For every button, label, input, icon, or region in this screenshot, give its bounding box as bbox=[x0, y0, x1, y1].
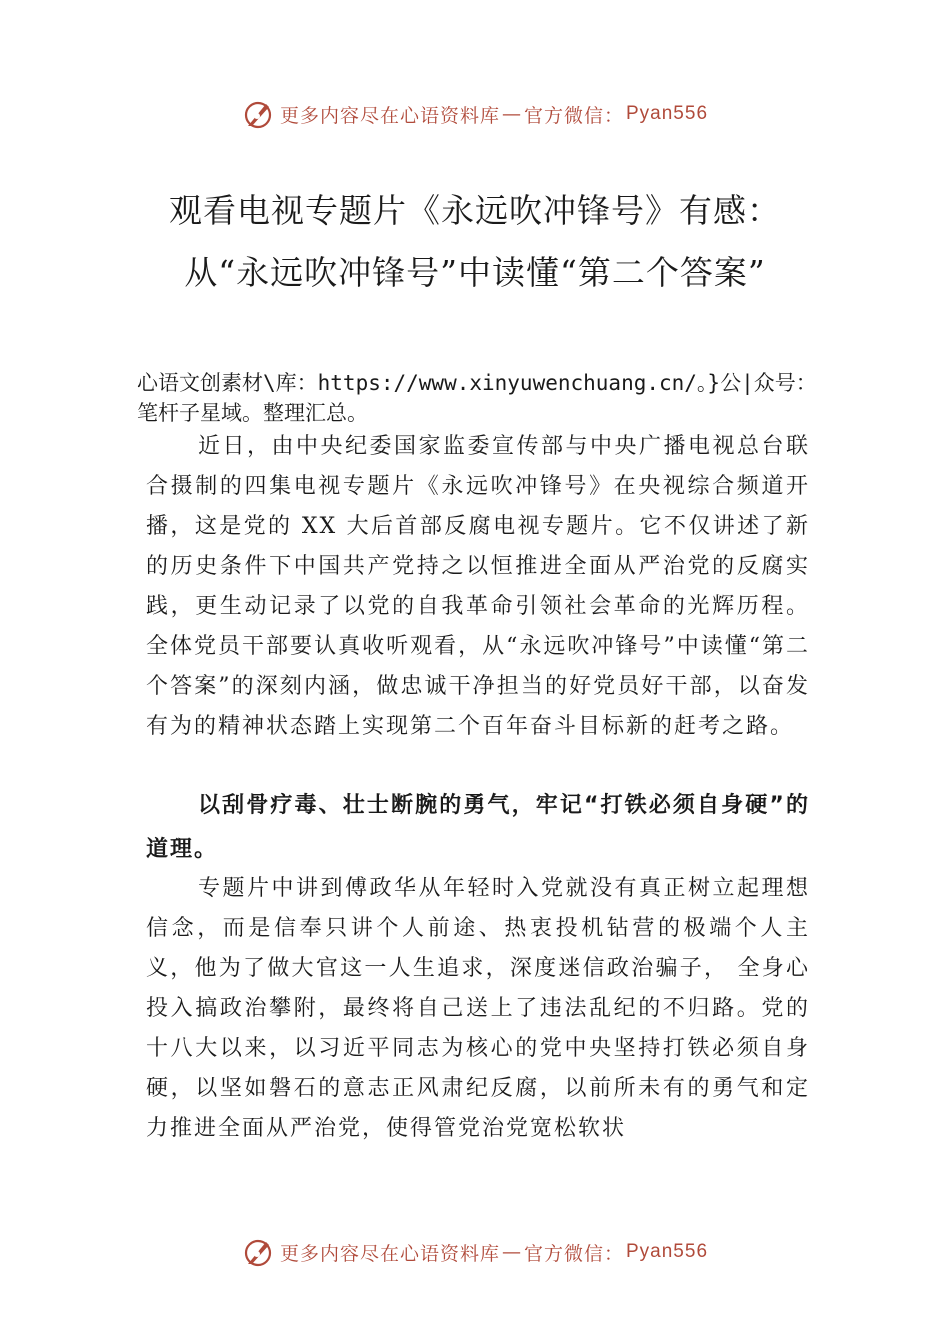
paragraph-intro: 近日，由中央纪委国家监委宣传部与中央广播电视总台联合摄制的四集电视专题片《永远吹冲锋号》在央视综合频道开播，这是党的 XX 大后首部反腐电视专题片。它不仅讲述了新的历史条件下中国共产党持之以恒推进全面从严治党的反腐实践，更生动记录了以党的自我革命引领社会革命的光辉历程。全体党员干部要认真收听观看，从“永远吹冲锋号”中读懂“第二个答案”的深刻内涵，做忠诚干净担当的好党员好干部，以奋发有为的精神状态踏上实现第二个百年奋斗目标新的赶考之路。 bbox=[146, 434, 810, 739]
section-heading: 以刮骨疗毒、壮士断腕的勇气，牢记“打铁必须自身硬”的道理。 bbox=[146, 793, 810, 862]
watermark-label: 官方微信： bbox=[523, 1242, 624, 1265]
watermark-separator: — bbox=[501, 1241, 522, 1263]
quill-seal-icon bbox=[242, 1236, 274, 1268]
watermark-account: Pyan556 bbox=[626, 1241, 709, 1262]
header-watermark bbox=[0, 94, 950, 134]
footer-watermark bbox=[0, 1232, 950, 1272]
watermark-separator: — bbox=[501, 103, 522, 125]
document-title: 观看电视专题片《永远吹冲锋号》有感：从“永远吹冲锋号”中读懂“第二个答案” bbox=[169, 191, 781, 292]
watermark-label: 官方微信： bbox=[523, 104, 624, 127]
source-line: 心语文创素材\库：https://www.xinyuwenchuang.cn/。}公|众号：笔杆子星域。整理汇总。 bbox=[137, 371, 817, 425]
watermark-account: Pyan556 bbox=[626, 103, 709, 124]
quill-seal-icon bbox=[242, 98, 274, 130]
watermark-text: 更多内容尽在心语资料库 bbox=[279, 1242, 500, 1265]
watermark-text: 更多内容尽在心语资料库 bbox=[279, 104, 500, 127]
paragraph-body: 专题片中讲到傅政华从年轻时入党就没有真正树立起理想信念，而是信奉只讲个人前途、热衷投机钻营的极端个人主义，他为了做大官这一人生追求，深度迷信政治骗子， 全身心投入搞政治攀附，最终将自己送上了违法乱纪的不归路。党的十八大以来，以习近平同志为核心的党中央坚持打铁必须自身硬，以坚如磐石的意志正风肃纪反腐，以前所未有的勇气和定力推进全面从严治党，使得管党治党宽松软状 bbox=[146, 876, 810, 1141]
